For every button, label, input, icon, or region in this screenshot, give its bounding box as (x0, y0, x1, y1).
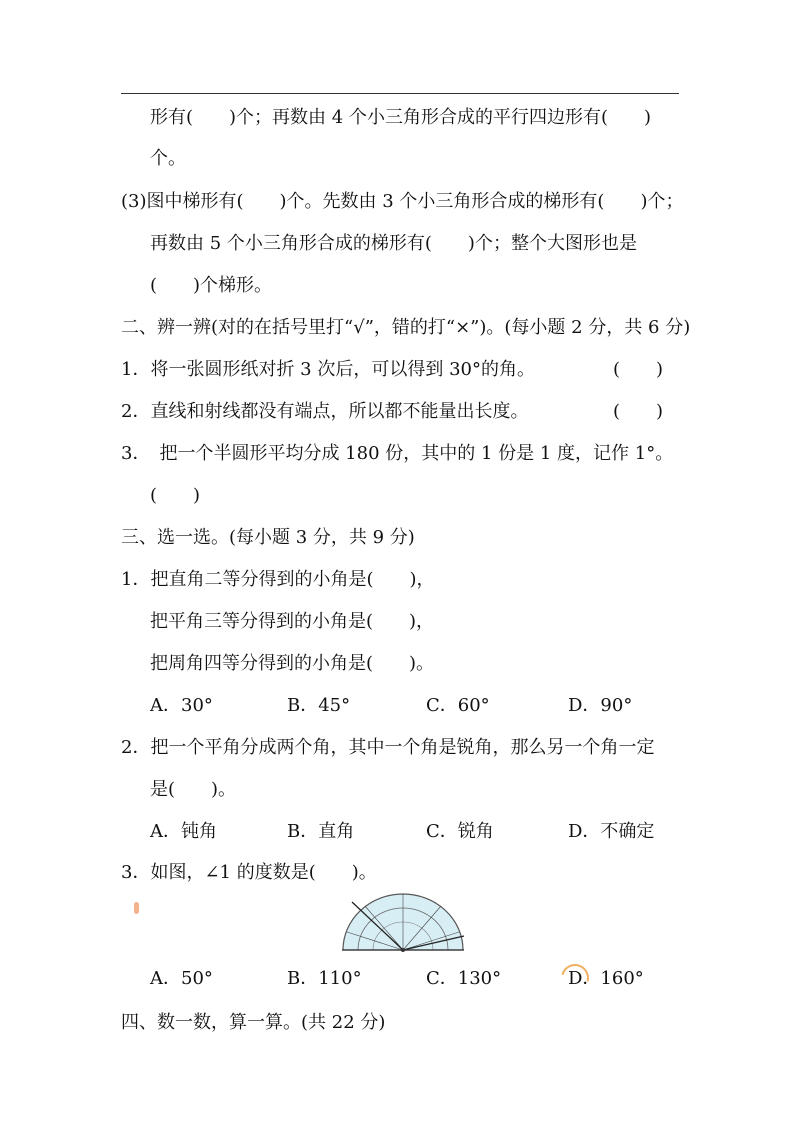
option-b[interactable]: B．110° (287, 968, 362, 989)
choice-question-1-line-1: 1．把直角二等分得到的小角是( )， (121, 569, 435, 590)
option-c[interactable]: C．锐角 (426, 821, 494, 842)
choice-question-1-line-2: 把平角三等分得到的小角是( )， (150, 611, 435, 632)
judge-question-1: 1．将一张圆形纸对折 3 次后，可以得到 30°的角。 (121, 359, 535, 380)
answer-paren[interactable]: ( ) (613, 359, 664, 380)
choice-question-2-line-2: 是( )。 (150, 779, 237, 800)
options-row (150, 695, 670, 717)
option-c[interactable]: C．60° (426, 695, 490, 716)
highlight-mark (556, 959, 594, 997)
text-line: 再数由 5 个小三角形合成的梯形有( )个；整个大图形也是 (150, 233, 637, 254)
option-b[interactable]: B．直角 (287, 821, 355, 842)
section-3-title: 三、选一选。(每小题 3 分，共 9 分) (121, 527, 415, 548)
scan-mark (134, 902, 139, 914)
choice-question-1-line-3: 把周角四等分得到的小角是( )。 (150, 653, 435, 674)
answer-paren[interactable]: ( ) (613, 401, 664, 422)
section-2-title: 二、辨一辨(对的在括号里打“√”，错的打“×”)。(每小题 2 分，共 6 分) (121, 317, 691, 338)
text-line: 个。 (150, 148, 186, 169)
option-c[interactable]: C．130° (426, 968, 502, 989)
judge-question-3: 3． 把一个半圆形平均分成 180 份，其中的 1 份是 1 度，记作 1°。 (121, 443, 674, 464)
judge-question-2: 2．直线和射线都没有端点，所以都不能量出长度。 (121, 401, 529, 422)
choice-question-3-line-1: 3．如图，∠1 的度数是( )。 (121, 862, 377, 883)
text-line: 形有( )个；再数由 4 个小三角形合成的平行四边形有( ) (150, 107, 651, 128)
answer-paren[interactable]: ( ) (150, 485, 201, 506)
option-d[interactable]: D．不确定 (568, 821, 655, 842)
protractor-figure (340, 892, 466, 954)
option-a[interactable]: A．30° (150, 695, 213, 716)
option-b[interactable]: B．45° (287, 695, 351, 716)
option-a[interactable]: A．50° (150, 968, 213, 989)
option-d[interactable]: D．160° (568, 968, 644, 989)
option-d[interactable]: D．90° (568, 695, 633, 716)
choice-question-2-line-1: 2．把一个平角分成两个角，其中一个角是锐角，那么另一个角一定 (121, 737, 655, 758)
options-row (150, 968, 670, 990)
option-a[interactable]: A．钝角 (150, 821, 217, 842)
section-4-title: 四、数一数，算一算。(共 22 分) (121, 1012, 386, 1033)
top-rule (121, 93, 679, 94)
question-3-text: (3)图中梯形有( )个。先数由 3 个小三角形合成的梯形有( )个； (121, 191, 684, 212)
options-row (150, 821, 670, 843)
text-line: ( )个梯形。 (150, 275, 273, 296)
